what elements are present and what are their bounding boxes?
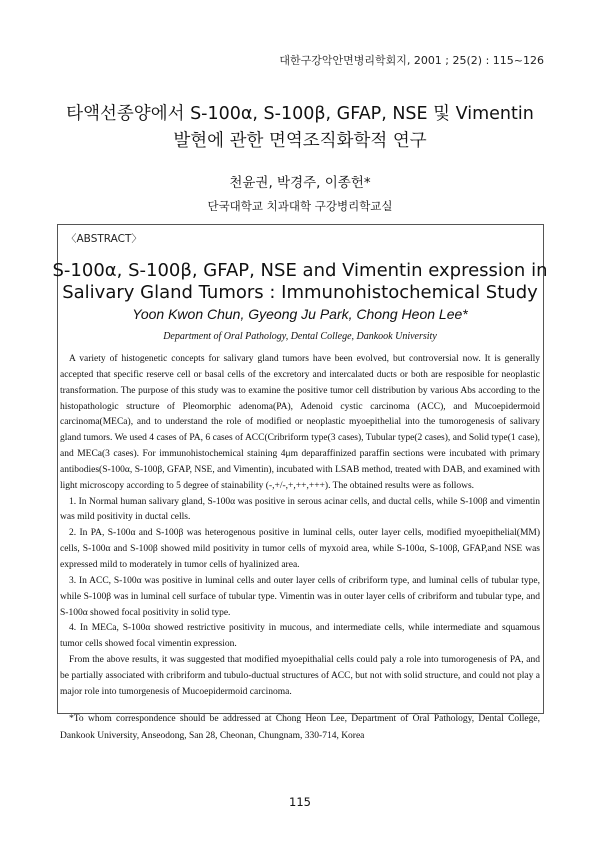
- korean-affiliation: 단국대학교 치과대학 구강병리학교실: [207, 199, 393, 213]
- english-affiliation: Department of Oral Pathology, Dental College, Dankook University: [163, 331, 437, 342]
- abstract-paragraph-result-2: 2. In PA, S-100α and S-100β was heterogenous positive in luminal cells, outer layer cells, modified myoepithelial(MM) cells, S-100α and S-100β showed mild positivity in tumor cells of myxoid area, while S-100α, S-100β, GFAP,and NSE was expressed mild to moderately in tumor cells of hyalinized area.: [60, 528, 540, 570]
- english-title-line-2: Salivary Gland Tumors : Immunohistochemical Study: [62, 282, 538, 303]
- korean-title-line-1: 타액선종양에서 S-100α, S-100β, GFAP, NSE 및 Vimentin: [66, 104, 534, 124]
- abstract-paragraph-result-1: 1. In Normal human salivary gland, S-100α was positive in serous acinar cells, and ductal cells, while S-100β and vimentin was mild positivity in ductal cells.: [60, 496, 540, 523]
- english-authors: Yoon Kwon Chun, Gyeong Ju Park, Chong Heon Lee*: [132, 306, 468, 322]
- abstract-label: 〈ABSTRACT〉: [66, 233, 142, 245]
- korean-title-line-2: 발현에 관한 면역조직화학적 연구: [173, 131, 427, 151]
- abstract-body: [60, 352, 540, 701]
- korean-authors: 천윤권, 박경주, 이종헌*: [229, 175, 371, 191]
- abstract-paragraph-intro: A variety of histogenetic concepts for salivary gland tumors have been evolved, but controversial now. It is generally accepted that specific reserve cell or basal cells of the excretory and intercalated ducts or both are resposible for neoplastic transformation. The purpose of this study was to examine the positive tumor cell distribution by various Abs according to the histopathologic structure of Pleomorphic adenoma(PA), Adenoid cystic carcinoma (ACC), and Mucoepidermoid carcinoma(MECa), and to understand the role of modified or neoplastic myoepithelial into the tumorogenesis of salivary gland tumors. We used 4 cases of PA, 6 cases of ACC(Cribriform type(3 cases), Tubular type(2 cases), and Solid type(1 case), and MECa(3 cases). For immunohistochemical staining 4μm deparaffinized paraffin sections were incubated with primary antibodies(S-100α, S-100β, GFAP, NSE, and Vimentin), incubated with LSAB method, treated with DAB, and examined with light microscopy according to 5 degree of stainability (-,+/-,+,++,+++). The obtained results were as follows.: [60, 354, 540, 491]
- english-title-line-1: S-100α, S-100β, GFAP, NSE and Vimentin expression in: [52, 260, 548, 281]
- abstract-paragraph-result-4: 4. In MECa, S-100α showed restrictive positivity in mucous, and intermediate cells, while intermediate and squamous tumor cells showed focal vimentin expression.: [60, 623, 540, 650]
- correspondence-footnote: *To whom correspondence should be addressed at Chong Heon Lee, Department of Oral Pathology, Dental College, Dankook University, Anseodong, San 28, Cheonan, Chungnam, 330-714, Korea: [60, 714, 540, 741]
- abstract-paragraph-conclusion: From the above results, it was suggested that modified myoepithalial cells could paly a role into tumorogenesis of PA, and be partially associated with cribriform and tubulo-ductual structures of ACC, but not with solid structure, and could not play a major role into tumorgenesis of Mucoepidermoid carcinoma.: [60, 655, 540, 697]
- abstract-paragraph-result-3: 3. In ACC, S-100α was positive in luminal cells and outer layer cells of cribriform type, and luminal cells of tubular type, while S-100β was in luminal cell surface of tubular type. Vimentin was in outer layer cells of cribriform and tubular type, and S-100α showed focal positivity in solid type.: [60, 575, 540, 618]
- journal-citation: 대한구강악안면병리학회지, 2001 ; 25(2) : 115~126: [279, 54, 544, 67]
- page-number: 115: [289, 795, 311, 809]
